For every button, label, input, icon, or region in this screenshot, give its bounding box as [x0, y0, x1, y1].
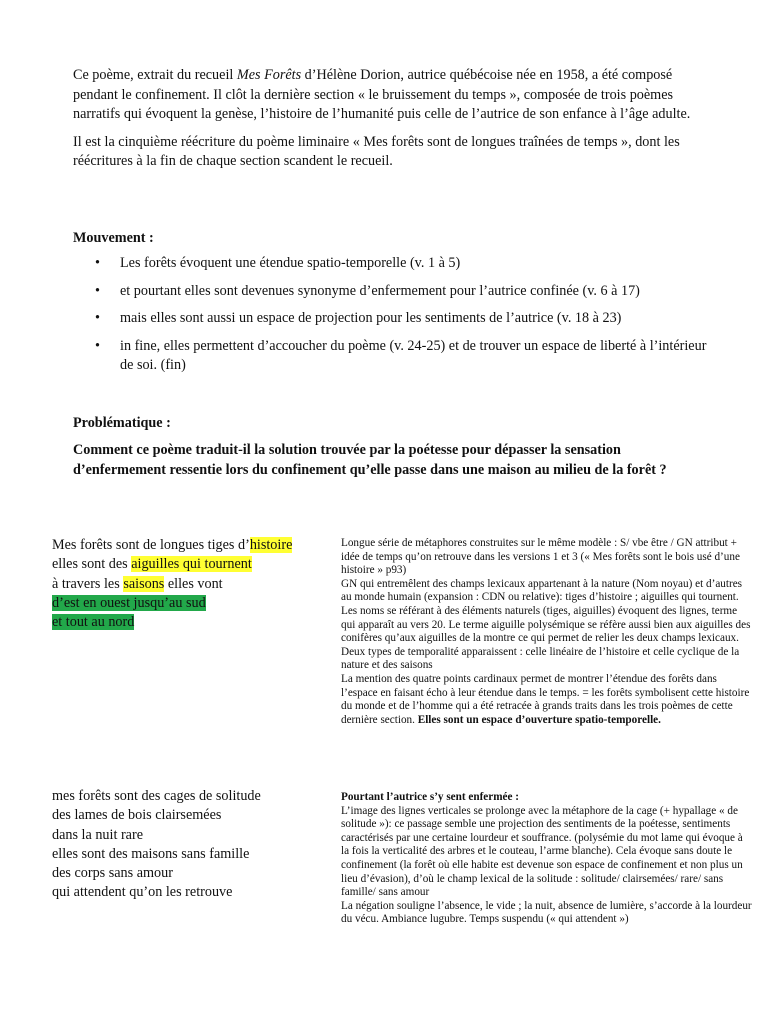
poem-line: elles sont des maisons sans famille	[52, 845, 250, 862]
book-title: Mes Forêts	[236, 67, 302, 83]
list-item	[73, 337, 713, 375]
commentary-paragraph: Deux types de temporalité apparaissent : celle linéaire de l’histoire et celle cyclique de la nature et des saisons	[341, 645, 740, 672]
commentary-paragraph: Longue série de métaphores construites sur le même modèle : S/ vbe être / GN attribut + idée de temps qu’on retrouve dans les versions 1 et 3 (« Mes forêts sont le bois usé d’une histoire » p93)	[341, 537, 740, 577]
intro-text: Ce poème, extrait du recueil	[73, 67, 237, 83]
highlighted-word: histoire	[249, 537, 293, 553]
list-item-text: Les forêts évoquent une étendue spatio-temporelle (v. 1 à 5)	[120, 255, 461, 271]
commentary-paragraph	[341, 673, 753, 727]
mouvement-list	[73, 254, 713, 383]
poem-line: dans la nuit rare	[52, 826, 143, 843]
list-item-text: in fine, elles permettent d’accoucher du poème (v. 24-25) et de trouver un espace de liberté à l’intérieur de soi. (fin)	[120, 337, 707, 373]
poem-line	[52, 555, 322, 574]
commentary-paragraph: GN qui entremêlent des champs lexicaux appartenant à la nature (Nom noyau) et d’autres au monde humain (expansion : CDN ou relative): tiges d’histoire ; aiguilles qui tournent. Les noms se référant à des éléments naturels (tiges, aiguilles) évoquent des lignes, terme qui apparaît au vers 20. Le terme aiguille polysémique se réfère aussi bien aux aiguilles des conifères qu’aux aiguilles de la montre ce qui permet de relier les deux champs lexicaux.	[341, 577, 751, 645]
poem-excerpt-2	[52, 787, 322, 903]
commentary-2	[341, 791, 753, 927]
problematique-heading: Problématique :	[73, 415, 171, 431]
poem-line: mes forêts sont des cages de solitude	[52, 788, 261, 804]
poem-line: qui attendent qu’on les retrouve	[52, 884, 233, 901]
list-item	[73, 282, 713, 301]
poem-text: Mes forêts sont de longues tiges d’	[52, 537, 250, 553]
poem-line	[52, 594, 322, 613]
highlighted-word: saisons	[123, 575, 165, 592]
commentary-conclusion: Elles sont un espace d’ouverture spatio-temporelle.	[417, 713, 661, 726]
intro-paragraph-2: Il est la cinquième réécriture du poème liminaire « Mes forêts sont de longues traînées de temps », dont les réécritures à la fin de chaque section scandent le recueil.	[73, 133, 680, 169]
poem-line: des corps sans amour	[52, 865, 173, 882]
mouvement-heading: Mouvement :	[73, 230, 154, 246]
poem-line: des lames de bois clairsemées	[52, 807, 222, 824]
highlighted-phrase: d’est en ouest jusqu’au sud	[52, 594, 206, 611]
highlighted-phrase: et tout au nord	[52, 614, 135, 631]
list-item-text: mais elles sont aussi un espace de projection pour les sentiments de l’autrice (v. 18 à 23)	[120, 310, 622, 326]
commentary-1	[341, 537, 753, 727]
bullet-icon: •	[95, 282, 100, 299]
poem-excerpt-1	[52, 536, 322, 632]
commentary-text: La mention des quatre points cardinaux permet de montrer l’étendue des forêts dans l’espace en faisant écho à leur étendue dans le temps. = les forêts symbolisent cette histoire du monde et de l’homme qui a été retracée à grands traits dans les trois poèmes de cette dernière section.	[341, 672, 750, 726]
commentary-title: Pourtant l’autrice s’y sent enfermée :	[341, 791, 520, 803]
list-item	[73, 309, 713, 328]
intro-paragraph-1	[73, 66, 703, 125]
intro-section	[73, 66, 703, 179]
highlighted-word: aiguilles qui tournent	[131, 556, 252, 573]
commentary-paragraph: L’image des lignes verticales se prolonge avec la métaphore de la cage (+ hypallage « de solitude »): ce passage semble une projection des sentiments de la poétesse, sentiments caractérisés par une certaine lourdeur et souffrance. (polysémie du mot lame qui évoque à la fois la verticalité des arbres et le couteau, l’arme blanche). Cela évoque sans doute le confinement (la forêt où elle habite est devenue son espace de confinement et non plus un lieu d’évasion), d’où le champ lexical de la solitude : solitude/ clairsemées/ rare/ sans famille/ sans amour	[341, 804, 743, 899]
commentary-paragraph: La négation souligne l’absence, le vide ; la nuit, absence de lumière, s’accorde à la lourdeur du vécu. Ambiance lugubre. Temps suspendu (« qui attendent »)	[341, 899, 752, 926]
poem-text: elles vont	[164, 575, 223, 592]
poem-line	[52, 536, 322, 555]
intro-text: d’Hélène Dorion, autrice québécoise née en 1958, a été composé pendant le confinement. Il clôt la dernière section « le bruissement du temps », composée de trois poèmes narratifs qui évoquent la genèse, l’histoire de l’humanité puis celle de l’autrice de son enfance à l’âge adulte.	[73, 67, 691, 122]
bullet-icon: •	[95, 255, 100, 271]
bullet-icon: •	[95, 310, 100, 326]
problematique-text: Comment ce poème traduit-il la solution trouvée par la poétesse pour dépasser la sensation d’enfermement ressentie lors du confinement qu’elle passe dans une maison au milieu de la forêt ?	[73, 442, 667, 478]
poem-text: à travers les	[52, 575, 124, 592]
bullet-icon: •	[95, 337, 100, 354]
list-item-text: et pourtant elles sont devenues synonyme d’enfermement pour l’autrice confinée (v. 6 à 17)	[120, 282, 640, 299]
list-item	[73, 254, 713, 273]
poem-text: elles sont des	[52, 556, 132, 573]
poem-line	[52, 613, 322, 632]
poem-line	[52, 575, 322, 594]
